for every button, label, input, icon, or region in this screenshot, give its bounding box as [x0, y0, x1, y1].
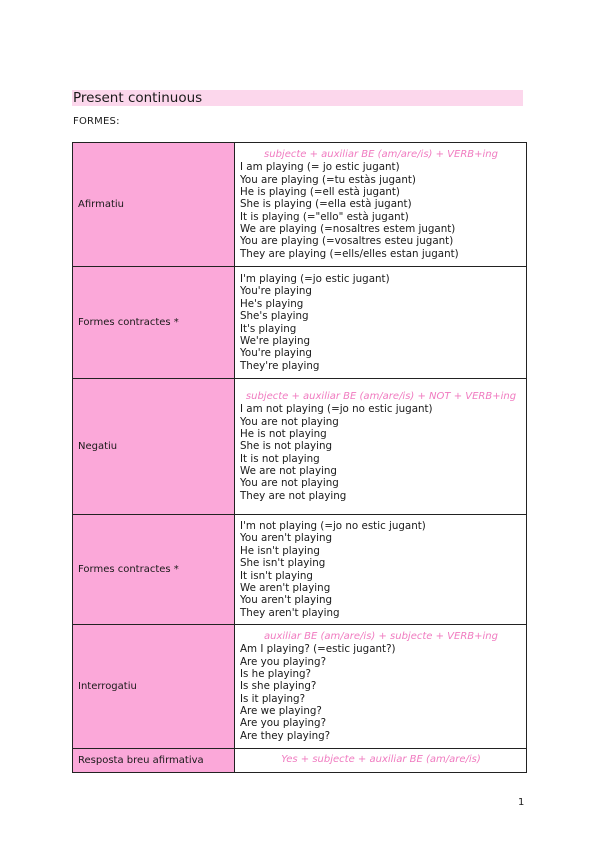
table-row-resposta-breu — [73, 749, 527, 773]
example-line: I'm not playing (=jo no estic jugant) — [240, 520, 426, 533]
example-line: She is playing (=ella està jugant) — [240, 198, 412, 211]
example-line: You are playing (=vosaltres esteu jugant) — [240, 235, 454, 248]
example-line: They're playing — [240, 359, 320, 372]
table-row-interrogatiu — [73, 625, 527, 749]
row-label: Formes contractes * — [73, 515, 235, 625]
example-line: They are not playing — [240, 489, 347, 502]
example-line: They aren't playing — [240, 606, 340, 619]
row-content — [235, 515, 527, 625]
row-content — [235, 749, 527, 773]
table-row-negatiu — [73, 379, 527, 515]
example-line: Is he playing? — [240, 667, 311, 680]
example-line: Are we playing? — [240, 705, 322, 718]
row-label: Negatiu — [73, 379, 235, 515]
formula-text: subjecte + auxiliar BE (am/are/is) + VERB+ing — [264, 148, 498, 160]
example-line: You aren't playing — [240, 594, 333, 607]
example-line: He's playing — [240, 297, 304, 310]
example-line: Are you playing? — [240, 655, 327, 668]
example-line: Are they playing? — [240, 729, 331, 742]
example-line: She isn't playing — [240, 557, 326, 570]
example-line: It isn't playing — [240, 569, 313, 582]
example-line: Is she playing? — [240, 680, 317, 693]
example-line: She's playing — [240, 310, 309, 323]
example-line: I am not playing (=jo no estic jugant) — [240, 403, 433, 416]
grammar-table — [72, 142, 527, 773]
grammar-table-body — [73, 143, 527, 773]
row-content — [235, 625, 527, 749]
example-line: He is not playing — [240, 427, 327, 440]
row-content — [235, 267, 527, 379]
page-title: Present continuous — [72, 90, 523, 106]
row-label: Resposta breu afirmativa — [73, 749, 235, 773]
example-line: Are you playing? — [240, 717, 327, 730]
row-label: Interrogatiu — [73, 625, 235, 749]
example-line: It is not playing — [240, 452, 320, 465]
example-line: You're playing — [240, 347, 312, 360]
example-line: He is playing (=ell està jugant) — [240, 185, 400, 198]
example-line: It is playing (="ello" està jugant) — [240, 210, 409, 223]
example-line: It's playing — [240, 322, 297, 335]
row-content — [235, 379, 527, 515]
table-row-formes-contractes-negatiu — [73, 515, 527, 625]
example-line: He isn't playing — [240, 544, 320, 557]
row-label: Formes contractes * — [73, 267, 235, 379]
example-line: You are not playing — [240, 415, 339, 428]
page-number: 1 — [518, 797, 525, 808]
example-line: We are not playing — [240, 465, 337, 478]
row-content — [235, 143, 527, 267]
example-line: We aren't playing — [240, 581, 331, 594]
example-line: You are playing (=tu estàs jugant) — [240, 173, 416, 186]
row-label: Afirmatiu — [73, 143, 235, 267]
example-line: We're playing — [240, 334, 311, 347]
example-line: You aren't playing — [240, 532, 333, 545]
example-line: You are not playing — [240, 477, 339, 490]
formula-text: auxiliar BE (am/are/is) + subjecte + VERB+ing — [264, 630, 498, 642]
section-label: FORMES: — [73, 116, 120, 127]
example-line: Am I playing? (=estic jugant?) — [240, 643, 396, 656]
table-row-formes-contractes — [73, 267, 527, 379]
example-line: She is not playing — [240, 440, 333, 453]
example-line: Is it playing? — [240, 692, 306, 705]
formula-text: Yes + subjecte + auxiliar BE (am/are/is) — [281, 754, 481, 766]
example-line: We are playing (=nosaltres estem jugant) — [240, 223, 456, 236]
formula-text: subjecte + auxiliar BE (am/are/is) + NOT + VERB+ing — [245, 390, 517, 402]
table-row-afirmatiu — [73, 143, 527, 267]
example-line: I am playing (= jo estic jugant) — [240, 161, 400, 174]
example-line: I'm playing (=jo estic jugant) — [240, 273, 390, 286]
example-line: They are playing (=ells/elles estan jugant) — [240, 247, 459, 260]
example-line: You're playing — [240, 285, 312, 298]
